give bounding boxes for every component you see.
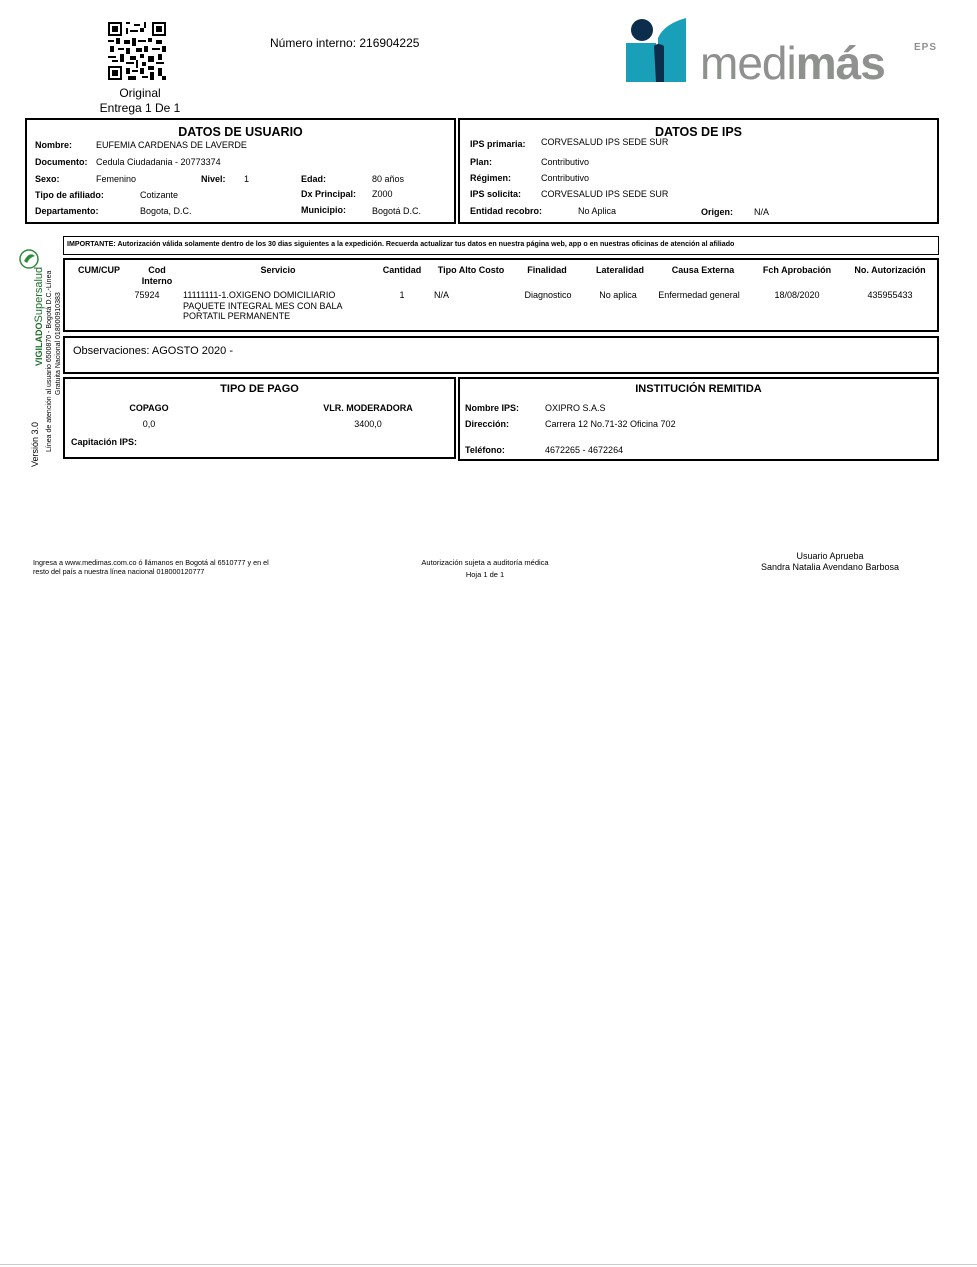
header-cantidad: Cantidad: [382, 265, 422, 275]
regimen-value: Contributivo: [541, 173, 590, 183]
ips-primaria-value: CORVESALUD IPS SEDE SUR: [541, 137, 669, 147]
entidad-recobro-value: No Aplica: [578, 206, 617, 216]
tipo-pago-box: [63, 377, 456, 459]
ips-primaria-label: IPS primaria:: [470, 139, 526, 149]
edad-label: Edad:: [301, 174, 327, 184]
logo-mark-icon: [624, 16, 694, 86]
medimas-logo: [624, 16, 944, 88]
datos-ips-box: [458, 118, 939, 224]
header-cum-cup: CUM/CUP: [78, 265, 120, 275]
logo-text-bold: más: [795, 37, 885, 89]
linea-atencion-2: Gratuita Nacional 018000910383: [55, 292, 62, 395]
moderadora-label: VLR. MODERADORA: [323, 403, 413, 413]
sexo-value: Femenino: [96, 174, 137, 184]
logo-text-light: medi: [700, 37, 796, 89]
footer-center-line2: Hoja 1 de 1: [465, 570, 505, 579]
logo-eps: EPS: [914, 42, 938, 53]
importante-box: [63, 236, 939, 255]
tipo-afiliado-label: Tipo de afiliado:: [35, 190, 104, 200]
entidad-recobro-label: Entidad recobro:: [470, 206, 543, 216]
cell-lateralidad: No aplica: [599, 290, 637, 300]
plan-value: Contributivo: [541, 157, 590, 167]
departamento-value: Bogota, D.C.: [140, 206, 192, 216]
institucion-remitida-box: [458, 377, 939, 461]
ips-solicita-label: IPS solicita:: [470, 189, 522, 199]
usuario-title: DATOS DE USUARIO: [178, 125, 303, 139]
footer-right-line2: Sandra Natalia Avendano Barbosa: [761, 562, 899, 572]
cell-no-autorizacion: 435955433: [867, 290, 913, 300]
entrega-label: Entrega 1 De 1: [99, 101, 181, 115]
importante-text: IMPORTANTE: Autorización válida solamente dentro de los 30 dias siguientes a la expedición. Recuerda actualizar tus datos en nuestra página web, app o en nuestras oficinas de atención al afiliado: [67, 240, 735, 248]
header-servicio: Servicio: [260, 265, 296, 275]
edad-value: 80 años: [372, 174, 405, 184]
footer-left-line1: Ingresa a www.medimas.com.co ó llámanos en Bogotá al 6510777 y en el: [33, 558, 269, 567]
observaciones-box: [63, 336, 939, 374]
municipio-label: Municipio:: [301, 205, 346, 215]
header-lateralidad: Lateralidad: [595, 265, 644, 275]
municipio-value: Bogotá D.C.: [372, 206, 422, 216]
direccion-value: Carrera 12 No.71-32 Oficina 702: [545, 419, 676, 429]
original-label: Original: [119, 86, 161, 100]
footer-contacto: [33, 558, 269, 576]
header-finalidad: Finalidad: [527, 265, 567, 275]
ips-title: DATOS DE IPS: [654, 125, 743, 139]
pago-title: TIPO DE PAGO: [220, 383, 299, 395]
nombre-ips-value: OXIPRO S.A.S: [545, 403, 606, 413]
ips-solicita-value: CORVESALUD IPS SEDE SUR: [541, 189, 669, 199]
copago-label: COPAGO: [129, 403, 169, 413]
origen-value: N/A: [754, 207, 770, 217]
qr-code: [108, 22, 166, 80]
documento-value: Cedula Ciudadania - 20773374: [96, 157, 221, 167]
regimen-label: Régimen:: [470, 173, 512, 183]
nombre-ips-label: Nombre IPS:: [465, 403, 520, 413]
dx-label: Dx Principal:: [301, 189, 357, 199]
linea-atencion-1: Línea de atención al usuario 6500870 - Bogotá D.C.-Línea: [46, 270, 53, 452]
copago-value: 0,0: [142, 419, 156, 429]
header-cod-interno: Cod Interno: [141, 265, 173, 286]
header-tipo-alto-costo: Tipo Alto Costo: [437, 265, 505, 275]
header-no-autorizacion: No. Autorización: [854, 265, 926, 275]
plan-label: Plan:: [470, 157, 493, 167]
cell-finalidad: Diagnostico: [524, 290, 572, 300]
vigilado-label: VIGILADOSupersalud: [33, 266, 45, 366]
page-bottom-divider: [0, 1264, 977, 1265]
servicios-table: [63, 258, 939, 332]
nivel-value: 1: [244, 174, 250, 184]
footer-right-line1: Usuario Aprueba: [796, 551, 864, 561]
version-label: Versión 3.0: [30, 421, 40, 467]
cell-servicio: 11111111-1.OXIGENO DOMICILIARIO PAQUETE INTEGRAL MES CON BALA PORTATIL PERMANENTE: [183, 290, 343, 321]
dx-value: Z000: [372, 189, 393, 199]
supersalud-label: Supersalud: [33, 266, 45, 323]
tipo-afiliado-value: Cotizante: [140, 190, 179, 200]
direccion-label: Dirección:: [465, 419, 510, 429]
sexo-label: Sexo:: [35, 174, 60, 184]
footer-usuario-aprueba: [730, 551, 930, 573]
footer-center-line1: Autorización sujeta a auditoría médica: [421, 558, 549, 567]
telefono-label: Teléfono:: [465, 445, 505, 455]
cell-cod-interno: 75924: [134, 290, 160, 300]
numero-interno: Número interno: 216904225: [270, 36, 420, 50]
documento-label: Documento:: [35, 157, 88, 167]
moderadora-value: 3400,0: [354, 419, 382, 429]
departamento-label: Departamento:: [35, 206, 99, 216]
cell-tipo-alto-costo: N/A: [434, 290, 450, 300]
nombre-value: EUFEMIA CARDENAS DE LAVERDE: [96, 140, 247, 150]
cell-fch-aprobacion: 18/08/2020: [774, 290, 820, 300]
observaciones-text: Observaciones: AGOSTO 2020 -: [73, 345, 233, 357]
nombre-label: Nombre:: [35, 140, 73, 150]
datos-usuario-box: [25, 118, 456, 224]
cell-causa-externa: Enfermedad general: [658, 290, 740, 300]
cell-cantidad: 1: [399, 290, 405, 300]
telefono-value: 4672265 - 4672264: [545, 445, 624, 455]
nivel-label: Nivel:: [201, 174, 226, 184]
header-fch-aprobacion: Fch Aprobación: [762, 265, 832, 275]
remitida-title: INSTITUCIÓN REMITIDA: [635, 383, 762, 395]
capitacion-label: Capitación IPS:: [71, 437, 138, 447]
header-causa-externa: Causa Externa: [671, 265, 735, 275]
footer-left-line2: resto del país a nuestra línea nacional 018000120777: [33, 567, 205, 576]
origen-label: Origen:: [701, 207, 734, 217]
footer-auditoria: [385, 557, 585, 581]
